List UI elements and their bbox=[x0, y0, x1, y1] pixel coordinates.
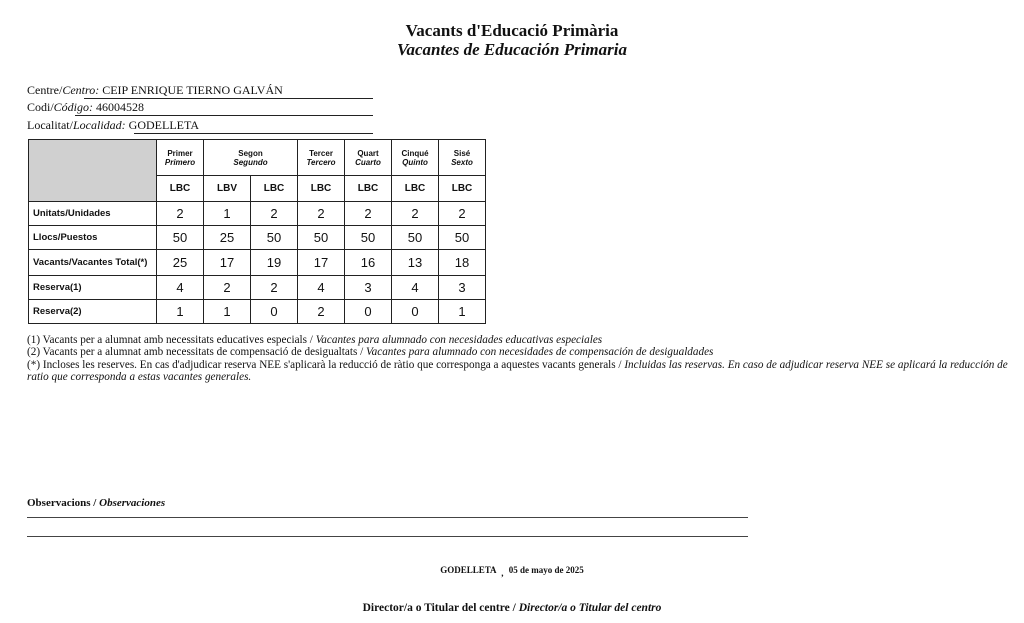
row-label: Vacants/Vacantes Total(*) bbox=[29, 250, 157, 276]
value-cell: 4 bbox=[298, 276, 345, 300]
value-cell: 2 bbox=[251, 202, 298, 226]
field-centre bbox=[27, 83, 283, 97]
table-row bbox=[29, 226, 486, 250]
value-cell: 50 bbox=[251, 226, 298, 250]
observations-label: Observacions / Observaciones bbox=[27, 497, 166, 509]
code-cell: LBC bbox=[251, 176, 298, 202]
value-cell: 2 bbox=[345, 202, 392, 226]
field-label: Codi/ bbox=[27, 100, 54, 114]
value-cell: 1 bbox=[204, 300, 251, 324]
corner-cell bbox=[29, 140, 157, 202]
table-row bbox=[29, 300, 486, 324]
value-cell: 3 bbox=[439, 276, 486, 300]
value-cell: 3 bbox=[345, 276, 392, 300]
row-label: Llocs/Puestos bbox=[29, 226, 157, 250]
value-cell: 17 bbox=[298, 250, 345, 276]
row-label: Reserva(2) bbox=[29, 300, 157, 324]
value-cell: 50 bbox=[345, 226, 392, 250]
code-cell: LBC bbox=[298, 176, 345, 202]
field-label: Centre/ bbox=[27, 83, 63, 97]
centre-underline bbox=[84, 98, 373, 99]
code-value: 46004528 bbox=[96, 100, 145, 114]
value-cell: 2 bbox=[392, 202, 439, 226]
grade-header: Tercer Tercero bbox=[298, 140, 345, 176]
separator: , bbox=[501, 568, 504, 578]
value-cell: 0 bbox=[345, 300, 392, 324]
table-row bbox=[29, 250, 486, 276]
code-cell: LBC bbox=[439, 176, 486, 202]
footnote-2: (2) Vacants per a alumnat amb necessitats de compensació de desigualtats / Vacantes para alumnado con necesidades de compensación de desigualdades bbox=[27, 346, 714, 359]
value-cell: 2 bbox=[439, 202, 486, 226]
value-cell: 4 bbox=[392, 276, 439, 300]
grade-header: Cinqué Quinto bbox=[392, 140, 439, 176]
value-cell: 25 bbox=[157, 250, 204, 276]
value-cell: 18 bbox=[439, 250, 486, 276]
observations-line[interactable] bbox=[27, 517, 748, 518]
row-label: Reserva(1) bbox=[29, 276, 157, 300]
grade-header: Segon Segundo bbox=[204, 140, 298, 176]
value-cell: 0 bbox=[392, 300, 439, 324]
value-cell: 19 bbox=[251, 250, 298, 276]
grade-header-row bbox=[29, 140, 486, 176]
observations-line[interactable] bbox=[27, 536, 748, 537]
value-cell: 50 bbox=[157, 226, 204, 250]
grade-header: Primer Primero bbox=[157, 140, 204, 176]
footnote-star: (*) Incloses les reserves. En cas d'adjudicar reserva NEE s'aplicarà la reducció de ràtio que corresponga a aquestes vacants generals / Incluidas las reservas. En caso de adjudicar reserva NEE se aplicará la reducción de ratio que corresponda a estas vacantes generales. bbox=[27, 358, 1008, 383]
value-cell: 2 bbox=[298, 202, 345, 226]
title-spanish: Vacantes de Educación Primaria bbox=[397, 40, 627, 59]
table-row bbox=[29, 276, 486, 300]
value-cell: 16 bbox=[345, 250, 392, 276]
grade-header: Sisé Sexto bbox=[439, 140, 486, 176]
title-valencian: Vacants d'Educació Primària bbox=[405, 21, 619, 40]
value-cell: 1 bbox=[157, 300, 204, 324]
place-date bbox=[0, 565, 1024, 578]
value-cell: 2 bbox=[204, 276, 251, 300]
footnote-1: (1) Vacants per a alumnat amb necessitats educatives especials / Vacantes para alumnado con necesidades educativas especiales bbox=[27, 334, 603, 346]
table-row bbox=[29, 202, 486, 226]
footnotes bbox=[27, 334, 1017, 383]
value-cell: 1 bbox=[439, 300, 486, 324]
field-label-es: Código: bbox=[53, 100, 94, 114]
field-label-es: Centro: bbox=[62, 83, 100, 97]
place: GODELLETA bbox=[440, 565, 497, 575]
date: 05 de mayo de 2025 bbox=[508, 565, 584, 575]
value-cell: 2 bbox=[298, 300, 345, 324]
grade-header: Quart Cuarto bbox=[345, 140, 392, 176]
value-cell: 13 bbox=[392, 250, 439, 276]
value-cell: 2 bbox=[157, 202, 204, 226]
vacancies-table bbox=[28, 139, 486, 324]
field-label-es: Localidad: bbox=[72, 118, 126, 132]
value-cell: 0 bbox=[251, 300, 298, 324]
value-cell: 50 bbox=[439, 226, 486, 250]
value-cell: 2 bbox=[251, 276, 298, 300]
value-cell: 50 bbox=[298, 226, 345, 250]
code-cell: LBC bbox=[345, 176, 392, 202]
value-cell: 4 bbox=[157, 276, 204, 300]
row-label: Unitats/Unidades bbox=[29, 202, 157, 226]
value-cell: 50 bbox=[392, 226, 439, 250]
code-cell: LBC bbox=[392, 176, 439, 202]
locality-underline bbox=[134, 133, 373, 134]
signer-label: Director/a o Titular del centre / Director/a o Titular del centro bbox=[362, 602, 662, 614]
field-code bbox=[27, 100, 144, 114]
code-underline bbox=[75, 115, 373, 116]
value-cell: 25 bbox=[204, 226, 251, 250]
value-cell: 17 bbox=[204, 250, 251, 276]
value-cell: 1 bbox=[204, 202, 251, 226]
locality-value: GODELLETA bbox=[128, 118, 200, 132]
code-cell: LBC bbox=[157, 176, 204, 202]
field-label: Localitat/ bbox=[27, 118, 73, 132]
code-cell: LBV bbox=[204, 176, 251, 202]
field-locality bbox=[27, 118, 199, 132]
centre-value: CEIP ENRIQUE TIERNO GALVÁN bbox=[102, 83, 283, 97]
